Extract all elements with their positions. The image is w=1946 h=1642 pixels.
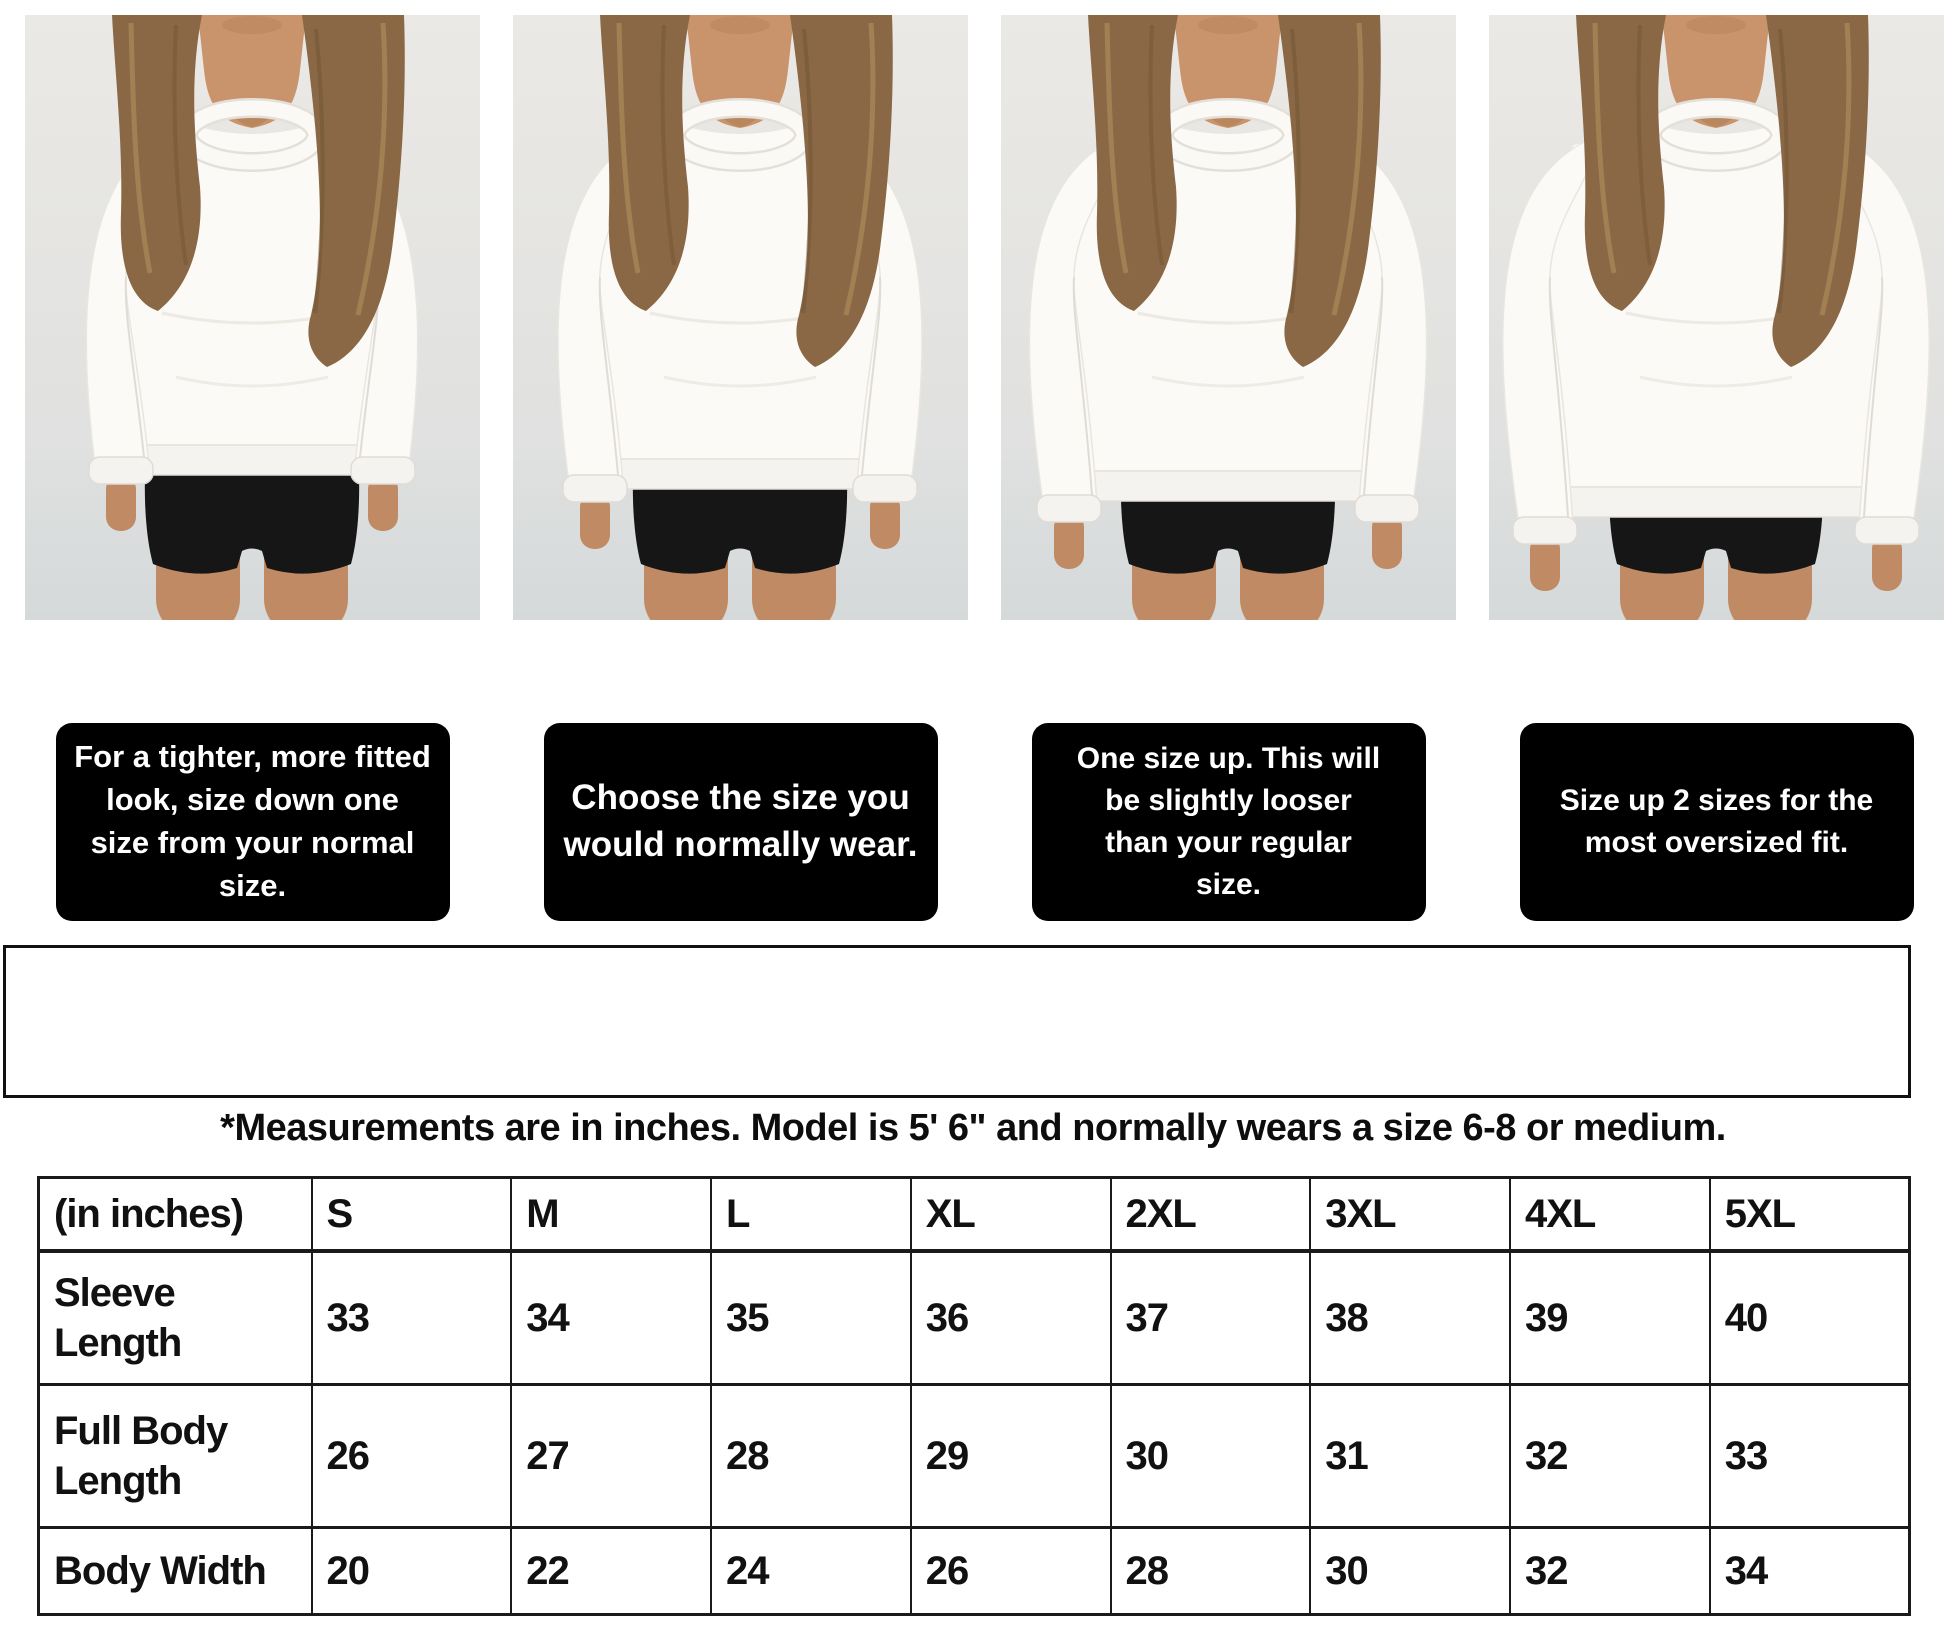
value-cell: 39	[1510, 1251, 1710, 1385]
value-cell: 40	[1710, 1251, 1910, 1385]
value-cell: 37	[1111, 1251, 1311, 1385]
value-cell: 34	[511, 1251, 711, 1385]
model-photo-one-size-up	[1001, 15, 1456, 620]
value-cell: 35	[711, 1251, 911, 1385]
model-photo-two-sizes-up-illustration	[1489, 15, 1944, 620]
header-cell-m: M	[511, 1178, 711, 1251]
value-cell: 26	[911, 1528, 1111, 1615]
measurements-note: *Measurements are in inches. Model is 5' 6" and normally wears a size 6-8 or medium.	[220, 1107, 1726, 1149]
model-photo-normal-size	[513, 15, 968, 620]
value-cell: 28	[711, 1385, 911, 1528]
table-row-full-body-length	[39, 1385, 1910, 1528]
header-cell-5xl: 5XL	[1710, 1178, 1910, 1251]
row-label-body-width: Body Width	[39, 1528, 312, 1615]
sizing-advice-box-normal	[544, 723, 938, 921]
model-photo-size-down-illustration	[25, 15, 480, 620]
row-label-full-body-length: Full Body Length	[39, 1385, 312, 1528]
value-cell: 28	[1111, 1528, 1311, 1615]
row-label-sleeve-length: Sleeve Length	[39, 1251, 312, 1385]
model-photo-size-down	[25, 15, 480, 620]
header-cell-s: S	[312, 1178, 512, 1251]
model-photo-normal-size-illustration	[513, 15, 968, 620]
header-cell-xl: XL	[911, 1178, 1111, 1251]
value-cell: 32	[1510, 1528, 1710, 1615]
value-cell: 34	[1710, 1528, 1910, 1615]
table-row-sleeve-length	[39, 1251, 1910, 1385]
sizing-advice-box-two-up	[1520, 723, 1914, 921]
value-cell: 30	[1111, 1385, 1311, 1528]
size-chart-table	[37, 1176, 1911, 1616]
blank-bordered-panel	[3, 945, 1911, 1098]
value-cell: 20	[312, 1528, 512, 1615]
sizing-advice-box-one-up	[1032, 723, 1426, 921]
value-cell: 32	[1510, 1385, 1710, 1528]
sizing-advice-row	[0, 620, 1946, 921]
size-chart-header-row	[39, 1178, 1910, 1251]
table-row-body-width	[39, 1528, 1910, 1615]
sizing-advice-text: For a tighter, more fitted look, size down one size from your normal size.	[74, 739, 431, 903]
header-cell-4xl: 4XL	[1510, 1178, 1710, 1251]
value-cell: 36	[911, 1251, 1111, 1385]
sizing-advice-box-size-down	[56, 723, 450, 921]
value-cell: 29	[911, 1385, 1111, 1528]
sizing-advice-text: Choose the size you would normally wear.	[563, 778, 918, 864]
value-cell: 33	[1710, 1385, 1910, 1528]
sizing-advice-text: Size up 2 sizes for the most oversized fit.	[1559, 784, 1874, 859]
header-cell-2xl: 2XL	[1111, 1178, 1311, 1251]
value-cell: 22	[511, 1528, 711, 1615]
model-photos-row	[0, 0, 1946, 620]
header-cell-3xl: 3XL	[1310, 1178, 1510, 1251]
value-cell: 38	[1310, 1251, 1510, 1385]
value-cell: 27	[511, 1385, 711, 1528]
header-cell-l: L	[711, 1178, 911, 1251]
model-photo-one-size-up-illustration	[1001, 15, 1456, 620]
value-cell: 24	[711, 1528, 911, 1615]
model-photo-two-sizes-up	[1489, 15, 1944, 620]
sizing-advice-text: One size up. This will be slightly looser than your regular size.	[1076, 742, 1381, 901]
value-cell: 33	[312, 1251, 512, 1385]
header-cell-units: (in inches)	[39, 1178, 312, 1251]
value-cell: 31	[1310, 1385, 1510, 1528]
value-cell: 30	[1310, 1528, 1510, 1615]
value-cell: 26	[312, 1385, 512, 1528]
